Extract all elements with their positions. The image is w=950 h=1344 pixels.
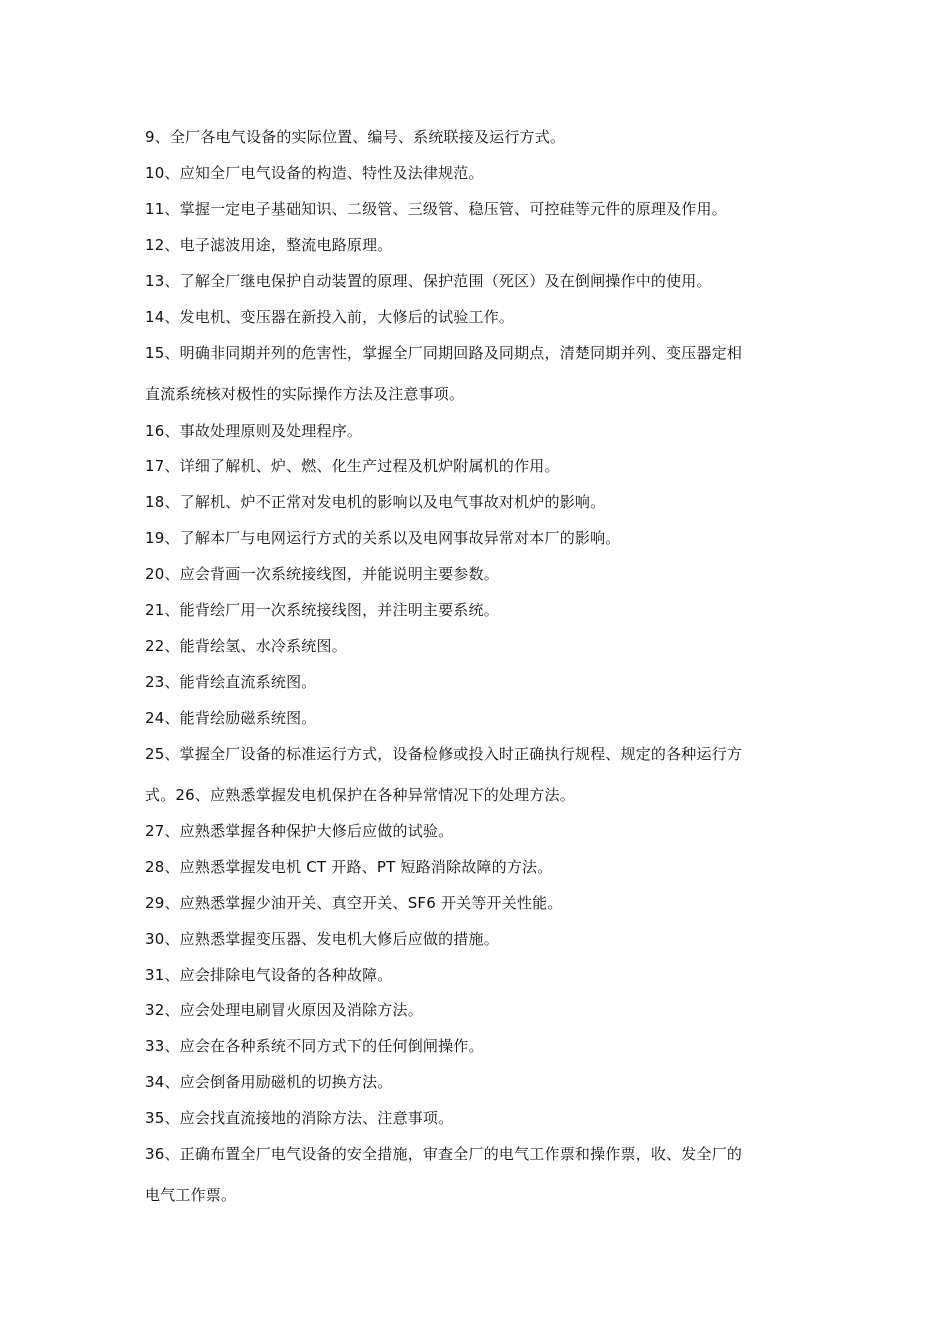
text-line: 11、掌握一定电子基础知识、二级管、三级管、稳压管、可控硅等元件的原理及作用。 bbox=[145, 200, 727, 218]
text-line: 33、应会在各种系统不同方式下的任何倒闸操作。 bbox=[145, 1037, 484, 1055]
text-line: 29、应熟悉掌握少油开关、真空开关、SF6 开关等开关性能。 bbox=[145, 894, 563, 912]
text-line: 17、详细了解机、炉、燃、化生产过程及机炉附属机的作用。 bbox=[145, 457, 560, 475]
text-line: 34、应会倒备用励磁机的切换方法。 bbox=[145, 1073, 393, 1091]
text-line: 9、全厂各电气设备的实际位置、编号、系统联接及运行方式。 bbox=[145, 128, 566, 146]
text-line: 直流系统核对极性的实际操作方法及注意事项。 bbox=[145, 385, 465, 403]
text-line: 22、能背绘氢、水冷系统图。 bbox=[145, 637, 347, 655]
text-line: 12、电子滤波用途，整流电路原理。 bbox=[145, 236, 393, 254]
text-line: 21、能背绘厂用一次系统接线图，并注明主要系统。 bbox=[145, 601, 499, 619]
text-line: 式。26、应熟悉掌握发电机保护在各种异常情况下的处理方法。 bbox=[145, 786, 575, 804]
text-line: 36、正确布置全厂电气设备的安全措施，审查全厂的电气工作票和操作票，收、发全厂的 bbox=[145, 1145, 743, 1163]
text-line: 35、应会找直流接地的消除方法、注意事项。 bbox=[145, 1109, 454, 1127]
text-line: 16、事故处理原则及处理程序。 bbox=[145, 422, 363, 440]
text-line: 23、能背绘直流系统图。 bbox=[145, 673, 317, 691]
text-line: 28、应熟悉掌握发电机 CT 开路、PT 短路消除故障的方法。 bbox=[145, 858, 553, 876]
text-line: 32、应会处理电刷冒火原因及消除方法。 bbox=[145, 1001, 423, 1019]
text-line: 20、应会背画一次系统接线图，并能说明主要参数。 bbox=[145, 565, 499, 583]
text-line: 30、应熟悉掌握变压器、发电机大修后应做的措施。 bbox=[145, 930, 499, 948]
text-line: 13、了解全厂继电保护自动装置的原理、保护范围（死区）及在倒闸操作中的使用。 bbox=[145, 272, 712, 290]
text-line: 18、了解机、炉不正常对发电机的影响以及电气事故对机炉的影响。 bbox=[145, 493, 606, 511]
text-line: 27、应熟悉掌握各种保护大修后应做的试验。 bbox=[145, 822, 454, 840]
text-line: 19、了解本厂与电网运行方式的关系以及电网事故异常对本厂的影响。 bbox=[145, 529, 621, 547]
text-line: 10、应知全厂电气设备的构造、特性及法律规范。 bbox=[145, 164, 484, 182]
text-line: 31、应会排除电气设备的各种故障。 bbox=[145, 966, 393, 984]
text-line: 25、掌握全厂设备的标准运行方式，设备检修或投入时正确执行规程、规定的各种运行方 bbox=[145, 745, 743, 763]
text-line: 15、明确非同期并列的危害性，掌握全厂同期回路及同期点，清楚同期并列、变压器定相 bbox=[145, 344, 743, 362]
text-line: 24、能背绘励磁系统图。 bbox=[145, 709, 317, 727]
text-line: 14、发电机、变压器在新投入前，大修后的试验工作。 bbox=[145, 308, 515, 326]
text-line: 电气工作票。 bbox=[145, 1186, 237, 1204]
